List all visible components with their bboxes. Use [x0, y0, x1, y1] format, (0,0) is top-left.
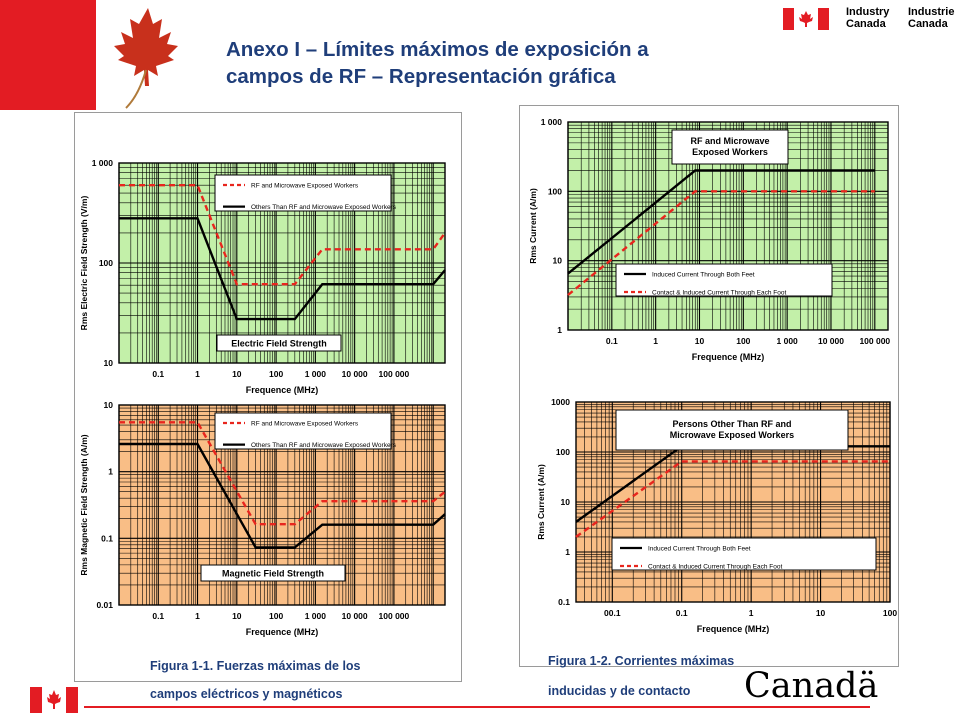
canada-flag-icon — [783, 8, 829, 30]
x-tick-label: 00.1 — [604, 608, 621, 618]
industry-en-line2: Canada — [846, 18, 886, 30]
y-tick-label: 1 000 — [91, 158, 113, 168]
y-tick-label: 0.1 — [101, 533, 113, 544]
y-tick-label: 100 — [547, 186, 562, 197]
x-tick-label: 10 000 — [817, 336, 844, 346]
y-tick-label: 100 — [555, 447, 570, 457]
chart-title — [201, 565, 345, 581]
y-tick-label: 0.01 — [96, 600, 113, 610]
legend — [215, 175, 397, 211]
x-tick-label: 0.1 — [152, 369, 165, 379]
x-tick-label: 100 — [882, 608, 898, 618]
figure-1-2-panel — [519, 105, 899, 667]
figure-1-2-caption-line1: Figura 1-2. Corrientes máximas — [548, 654, 735, 668]
x-axis-label: Frequence (MHz) — [245, 385, 319, 395]
x-axis-label: Frequence (MHz) — [696, 624, 770, 634]
legend-label: Contact & Induced Current Through Each Foot — [652, 289, 787, 297]
y-tick-label: 0.1 — [558, 597, 570, 607]
y-axis-label: Rms Current (A/m) — [536, 464, 546, 540]
y-tick-label: 10 — [103, 400, 113, 410]
figure-1-2-caption-line2: inducidas y de contacto — [548, 684, 691, 698]
y-tick-label: 1 000 — [540, 117, 562, 127]
x-tick-label: 10 — [232, 611, 242, 621]
x-tick-label: 1 000 — [776, 336, 798, 346]
maple-leaf-icon — [96, 0, 191, 110]
y-axis-label: Rms Magnetic Field Strength (A/m) — [79, 434, 89, 576]
legend-label: RF and Microwave Exposed Workers — [251, 182, 359, 190]
x-tick-label: 1 — [195, 369, 200, 379]
canada-wordmark: Canadä — [744, 666, 879, 706]
maple-leaf-emblem — [96, 0, 191, 110]
industrie-canada-fr — [908, 6, 954, 30]
x-tick-label: 100 000 — [859, 336, 891, 346]
x-tick-label: 1 — [195, 611, 200, 621]
industry-canada-en — [846, 6, 889, 30]
electric-field-chart — [75, 153, 461, 413]
x-axis-label: Frequence (MHz) — [245, 627, 319, 637]
y-tick-label: 1 — [557, 325, 562, 335]
magnetic-field-chart — [75, 399, 461, 649]
current-rf-chart — [520, 114, 898, 379]
chart-title-text: Persons Other Than RF and Microwave Exposed Workers — [669, 419, 795, 440]
legend — [612, 538, 876, 571]
y-tick-label: 10 — [103, 358, 113, 368]
x-tick-label: 100 — [736, 336, 751, 346]
legend-label: Contact & Induced Current Through Each Foot — [648, 563, 783, 571]
industry-fr-line1: Industrie — [908, 6, 955, 18]
x-tick-label: 100 — [268, 369, 284, 379]
chart-title-text: Magnetic Field Strength — [221, 568, 325, 579]
legend-label: Induced Current Through Both Feet — [648, 545, 751, 553]
x-tick-label: 1 000 — [304, 369, 327, 379]
current-others-chart — [520, 396, 898, 646]
chart-title — [672, 130, 788, 164]
chart-title-text: RF and Microwave Exposed Workers — [690, 136, 770, 157]
x-axis-label: Frequence (MHz) — [691, 352, 765, 362]
y-tick-label: 10 — [560, 497, 570, 507]
figure-1-1-panel — [74, 112, 462, 682]
y-tick-label: 10 — [552, 255, 562, 266]
title-line-2: campos de RF – Representación gráfica — [226, 65, 616, 88]
x-tick-label: 10 000 — [341, 611, 368, 621]
x-tick-label: 10 — [815, 608, 826, 618]
x-tick-label: 0.1 — [675, 608, 688, 618]
x-tick-label: 10 — [232, 369, 242, 379]
y-axis-label: Rms Electric Field Strength (V/m) — [79, 195, 89, 331]
footer-canada-flag-icon — [30, 687, 78, 713]
industry-en-line1: Industry — [846, 6, 890, 18]
chart-title — [616, 410, 848, 450]
legend-label: Induced Current Through Both Feet — [652, 271, 755, 279]
header-red-band — [0, 0, 96, 110]
x-tick-label: 100 — [268, 611, 284, 621]
figure-1-1-caption-line1: Figura 1-1. Fuerzas máximas de los — [150, 659, 361, 673]
legend — [215, 413, 397, 449]
y-tick-label: 100 — [98, 258, 113, 268]
x-tick-label: 100 000 — [378, 369, 410, 379]
figure-1-1-caption-line2: campos eléctricos y magnéticos — [150, 687, 343, 701]
legend-label: RF and Microwave Exposed Workers — [251, 420, 359, 428]
page-title — [226, 36, 786, 90]
y-tick-label: 1000 — [551, 397, 570, 407]
x-tick-label: 10 — [694, 336, 705, 346]
chart-title-text: Electric Field Strength — [231, 338, 327, 349]
footer-rule — [84, 706, 870, 708]
y-axis-label: Rms Current (A/m) — [528, 188, 538, 264]
y-tick-label: 1 — [565, 547, 570, 557]
x-tick-label: 0.1 — [152, 611, 165, 621]
industry-fr-line2: Canada — [908, 18, 948, 30]
legend-label: Others Than RF and Microwave Exposed Workers — [251, 442, 396, 450]
title-line-1: Anexo I – Límites máximos de exposición a — [226, 38, 649, 61]
x-tick-label: 1 000 — [304, 611, 327, 621]
x-tick-label: 1 — [653, 336, 659, 346]
legend — [616, 264, 832, 297]
x-tick-label: 0.1 — [605, 336, 618, 346]
x-tick-label: 100 000 — [378, 611, 410, 621]
legend-label: Others Than RF and Microwave Exposed Workers — [251, 204, 396, 212]
x-tick-label: 10 000 — [341, 369, 368, 379]
x-tick-label: 1 — [748, 608, 754, 618]
chart-title — [217, 335, 341, 351]
y-tick-label: 1 — [108, 466, 113, 477]
